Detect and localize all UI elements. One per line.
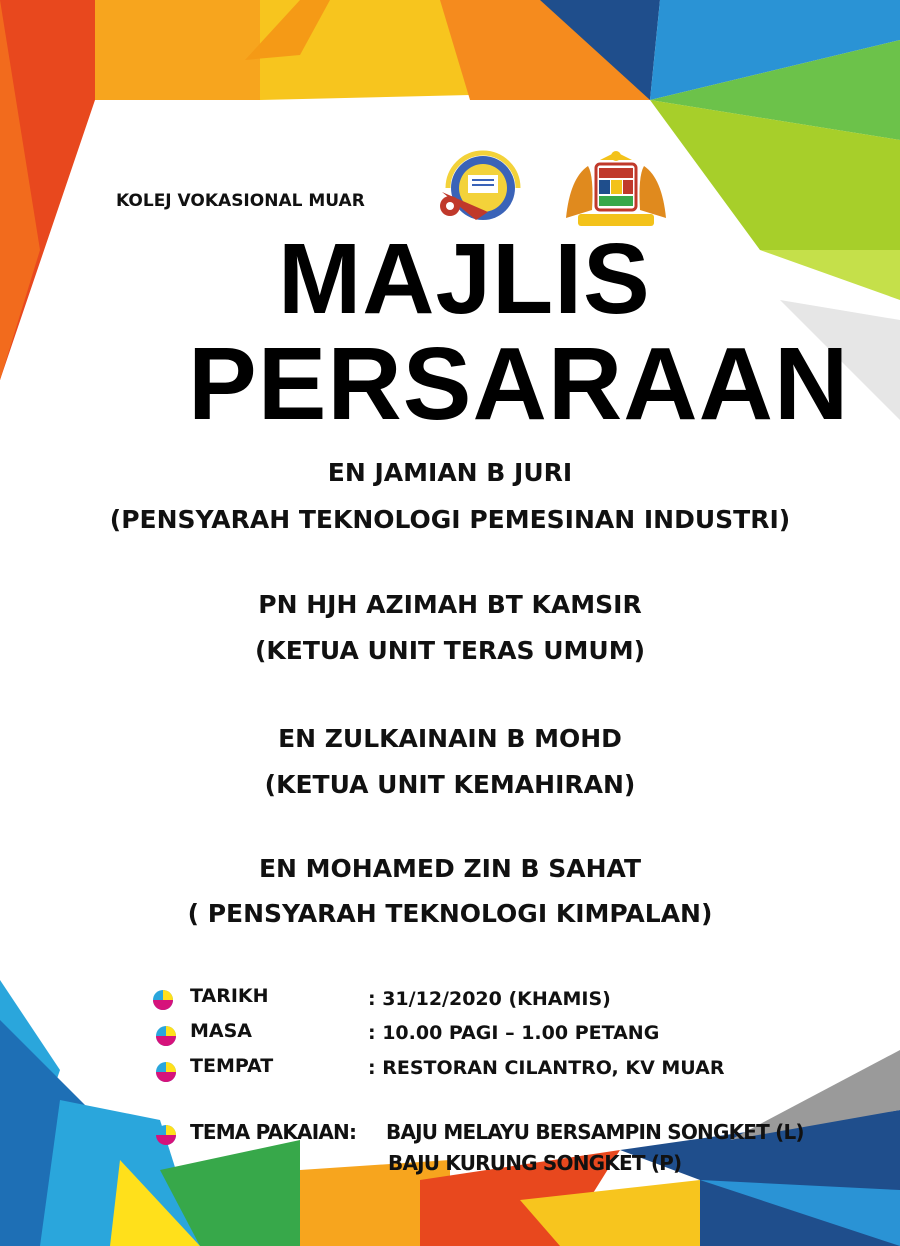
dress-code-line2: BAJU KURUNG SONGKET (P) bbox=[388, 1151, 682, 1175]
honoree-name: EN ZULKAINAIN B MOHD bbox=[278, 724, 622, 753]
honoree-position: ( PENSYARAH TEKNOLOGI KIMPALAN) bbox=[187, 899, 713, 928]
detail-label-tempat: TEMPAT bbox=[190, 1055, 274, 1077]
college-logo bbox=[428, 140, 538, 230]
bullet-icon bbox=[152, 989, 174, 1011]
dress-code-line1: BAJU MELAYU BERSAMPIN SONGKET (L) bbox=[386, 1120, 804, 1144]
honoree-name: EN JAMIAN B JURI bbox=[327, 458, 573, 487]
detail-value-tarikh: : 31/12/2020 (KHAMIS) bbox=[368, 988, 611, 1010]
dress-code-label: TEMA PAKAIAN: bbox=[190, 1120, 357, 1144]
honoree-position: (KETUA UNIT TERAS UMUM) bbox=[254, 636, 645, 665]
honoree-position: (PENSYARAH TEKNOLOGI PEMESINAN INDUSTRI) bbox=[109, 505, 791, 534]
college-name: KOLEJ VOKASIONAL MUAR bbox=[116, 191, 365, 211]
bullet-icon bbox=[155, 1124, 177, 1146]
detail-value-masa: : 10.00 PAGI – 1.00 PETANG bbox=[368, 1022, 660, 1044]
detail-label-masa: MASA bbox=[190, 1020, 253, 1042]
detail-value-tempat: : RESTORAN CILANTRO, KV MUAR bbox=[368, 1057, 725, 1079]
title-majlis: MAJLIS bbox=[278, 223, 651, 335]
detail-label-tarikh: TARIKH bbox=[190, 985, 269, 1007]
title-persaraan: PERSARAAN bbox=[188, 326, 850, 441]
honoree-name: PN HJH AZIMAH BT KAMSIR bbox=[258, 590, 642, 619]
honoree-position: (KETUA UNIT KEMAHIRAN) bbox=[264, 770, 636, 799]
honoree-name: EN MOHAMED ZIN B SAHAT bbox=[258, 854, 642, 883]
bullet-icon bbox=[155, 1025, 177, 1047]
bullet-icon bbox=[155, 1061, 177, 1083]
